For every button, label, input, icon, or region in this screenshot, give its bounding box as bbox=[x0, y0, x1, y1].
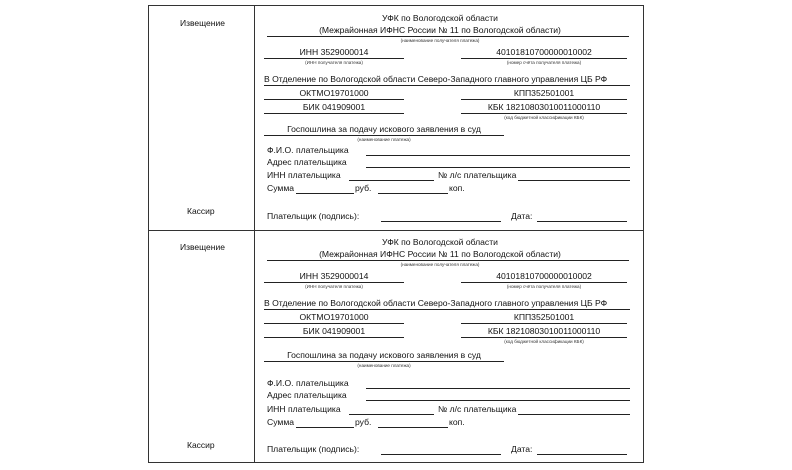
sum-label: Сумма bbox=[267, 183, 295, 193]
rub-label: руб. bbox=[355, 417, 372, 427]
kbk-underline bbox=[461, 337, 627, 338]
recipient-account: 40101810700000010002 bbox=[496, 271, 592, 281]
inn-caption: (ИНН получателя платежа) bbox=[305, 60, 363, 65]
recipient-account: 40101810700000010002 bbox=[496, 47, 592, 57]
bank-name: В Отделение по Вологодской области Северо-Западного главного управления ЦБ РФ bbox=[264, 74, 608, 84]
kop-label: коп. bbox=[449, 183, 465, 193]
recipient-line2: (Межрайонная ИФНС России № 11 по Вологодской области) bbox=[319, 25, 561, 35]
payer-address-field[interactable] bbox=[366, 400, 630, 401]
bank-underline bbox=[264, 85, 630, 86]
signature-field[interactable] bbox=[381, 454, 501, 455]
date-label: Дата: bbox=[511, 211, 533, 221]
payer-address-label: Адрес плательщика bbox=[267, 157, 347, 167]
receipt-section bbox=[149, 230, 643, 454]
signature-field[interactable] bbox=[381, 221, 501, 222]
kbk: КБК 18210803010011000110 bbox=[487, 326, 601, 336]
oktmo-underline bbox=[264, 99, 404, 100]
payer-inn-label: ИНН плательщика bbox=[267, 404, 341, 414]
notice-section bbox=[149, 6, 643, 230]
payer-fio-label: Ф.И.О. плательщика bbox=[267, 378, 349, 388]
kbk-caption: (код бюджетной классификации КБК) bbox=[504, 339, 584, 344]
rub-label: руб. bbox=[355, 183, 372, 193]
signature-label: Плательщик (подпись): bbox=[267, 211, 360, 221]
kbk: КБК 18210803010011000110 bbox=[487, 102, 601, 112]
bank-name: В Отделение по Вологодской области Северо-Западного главного управления ЦБ РФ bbox=[264, 298, 608, 308]
sum-rub-field[interactable] bbox=[296, 427, 354, 428]
payer-inn-field[interactable] bbox=[349, 180, 434, 181]
bik-underline bbox=[264, 113, 404, 114]
inn-underline bbox=[264, 58, 404, 59]
kpp-underline bbox=[461, 323, 627, 324]
recipient-line1: УФК по Вологодской области bbox=[382, 13, 498, 23]
cashier-label: Кассир bbox=[187, 440, 215, 450]
kop-label: коп. bbox=[449, 417, 465, 427]
recipient-underline bbox=[267, 36, 629, 37]
sum-rub-field[interactable] bbox=[296, 193, 354, 194]
recipient-inn: ИНН 3529000014 bbox=[299, 47, 369, 57]
payment-receipt-form bbox=[148, 5, 644, 463]
date-field[interactable] bbox=[537, 221, 627, 222]
date-label: Дата: bbox=[511, 444, 533, 454]
purpose-underline bbox=[264, 361, 504, 362]
date-field[interactable] bbox=[537, 454, 627, 455]
kpp: КПП352501001 bbox=[513, 312, 575, 322]
inn-underline bbox=[264, 282, 404, 283]
signature-label: Плательщик (подпись): bbox=[267, 444, 360, 454]
recipient-inn: ИНН 3529000014 bbox=[299, 271, 369, 281]
payer-address-label: Адрес плательщика bbox=[267, 390, 347, 400]
payment-purpose: Госпошлина за подачу искового заявления в суд bbox=[287, 350, 481, 360]
bik: БИК 041909001 bbox=[302, 102, 366, 112]
purpose-caption: (наименование платежа) bbox=[357, 363, 411, 368]
payer-fio-field[interactable] bbox=[366, 155, 630, 156]
recipient-underline bbox=[267, 260, 629, 261]
kpp-underline bbox=[461, 99, 627, 100]
recipient-line1: УФК по Вологодской области bbox=[382, 237, 498, 247]
bik-underline bbox=[264, 337, 404, 338]
oktmo: ОКТМО19701000 bbox=[299, 312, 369, 322]
sum-kop-field[interactable] bbox=[378, 427, 448, 428]
payer-inn-field[interactable] bbox=[349, 414, 434, 415]
sum-label: Сумма bbox=[267, 417, 295, 427]
kbk-underline bbox=[461, 113, 627, 114]
account-caption: (номер счёта получателя платежа) bbox=[506, 60, 582, 65]
account-underline bbox=[461, 282, 627, 283]
purpose-caption: (наименование платежа) bbox=[357, 137, 411, 142]
sum-kop-field[interactable] bbox=[378, 193, 448, 194]
inn-caption: (ИНН получателя платежа) bbox=[305, 284, 363, 289]
payer-fio-field[interactable] bbox=[366, 388, 630, 389]
payment-purpose: Госпошлина за подачу искового заявления в суд bbox=[287, 124, 481, 134]
payer-fio-label: Ф.И.О. плательщика bbox=[267, 145, 349, 155]
payer-account-label: № л/с плательщика bbox=[438, 170, 517, 180]
oktmo: ОКТМО19701000 bbox=[299, 88, 369, 98]
recipient-line2: (Межрайонная ИФНС России № 11 по Вологодской области) bbox=[319, 249, 561, 259]
payer-account-field[interactable] bbox=[518, 414, 630, 415]
notice-label: Извещение bbox=[180, 242, 225, 252]
payer-account-label: № л/с плательщика bbox=[438, 404, 517, 414]
recipient-caption: (наименование получателя платежа) bbox=[400, 38, 480, 43]
recipient-caption: (наименование получателя платежа) bbox=[400, 262, 480, 267]
bik: БИК 041909001 bbox=[302, 326, 366, 336]
kbk-caption: (код бюджетной классификации КБК) bbox=[504, 115, 584, 120]
account-underline bbox=[461, 58, 627, 59]
account-caption: (номер счёта получателя платежа) bbox=[506, 284, 582, 289]
payer-inn-label: ИНН плательщика bbox=[267, 170, 341, 180]
cashier-label: Кассир bbox=[187, 206, 215, 216]
payer-address-field[interactable] bbox=[366, 167, 630, 168]
purpose-underline bbox=[264, 135, 504, 136]
notice-label: Извещение bbox=[180, 18, 225, 28]
payer-account-field[interactable] bbox=[518, 180, 630, 181]
kpp: КПП352501001 bbox=[513, 88, 575, 98]
oktmo-underline bbox=[264, 323, 404, 324]
bank-underline bbox=[264, 309, 630, 310]
